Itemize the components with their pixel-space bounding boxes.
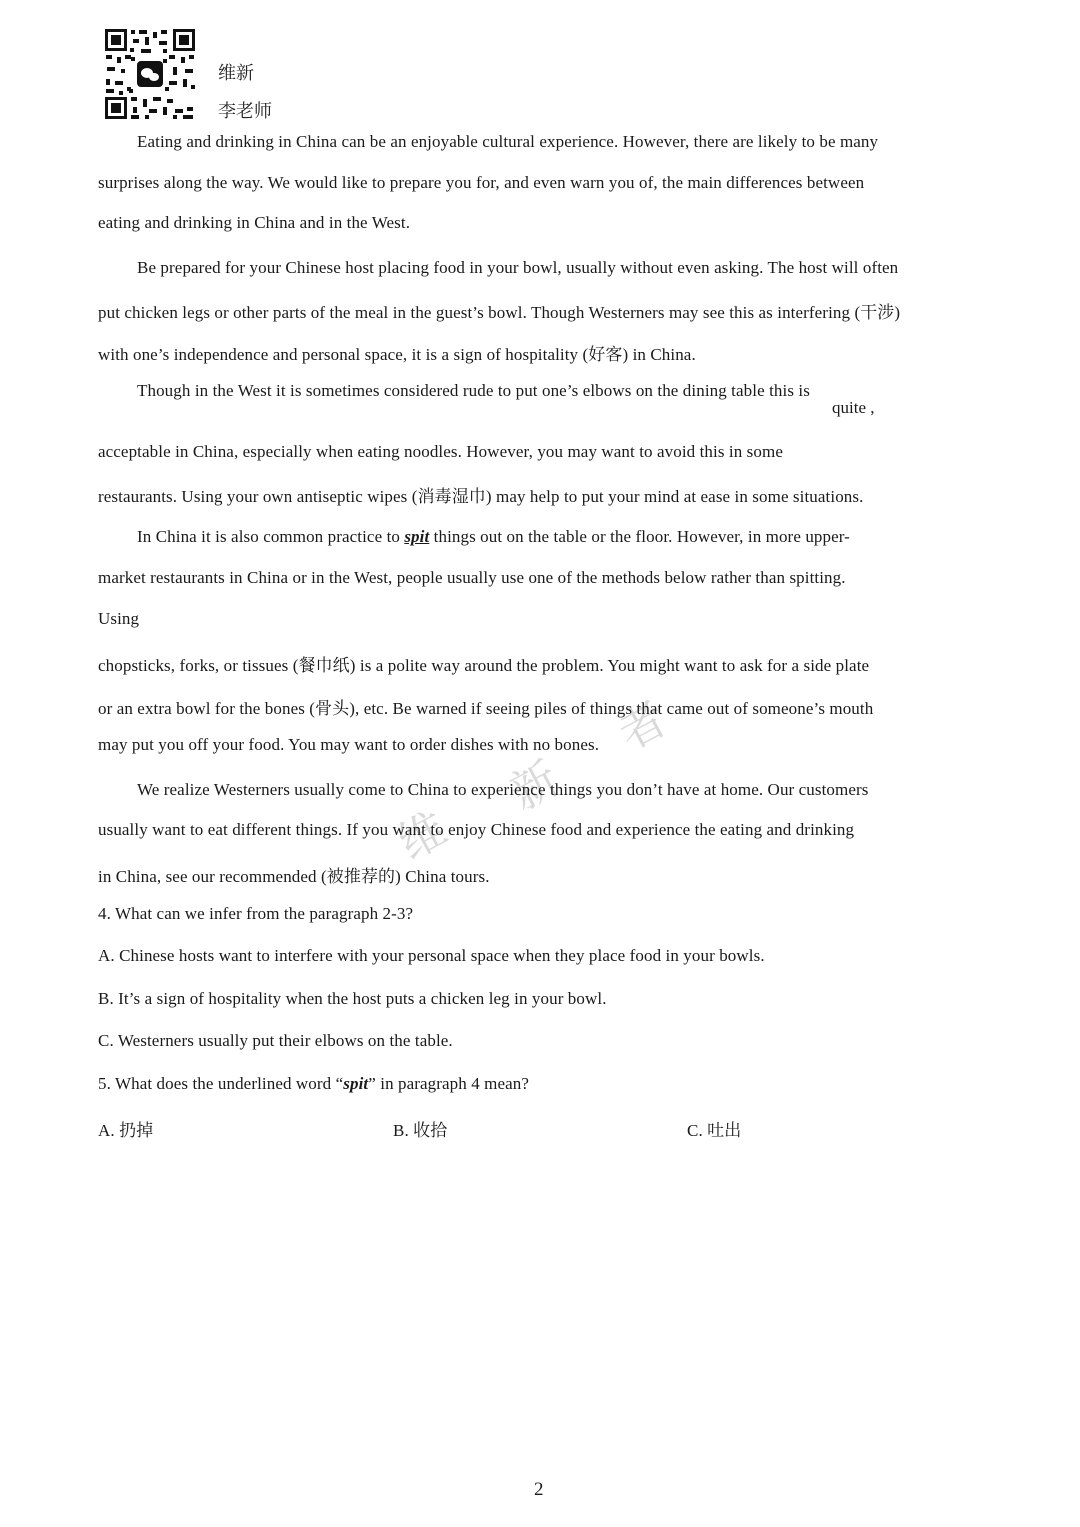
qr-code-image [103,27,197,121]
underlined-word-spit: spit [404,527,430,546]
paragraph-4-line-2: market restaurants in China or in the West, people usually use one of the methods below rather than spitting. [98,568,846,587]
question-5-option-b: B. 收拾 [393,1121,448,1140]
paragraph-2-line-3: with one’s independence and personal space, it is a sign of hospitality (好客) in China. [98,345,696,364]
question-5-option-a: A. 扔掉 [98,1121,154,1140]
question-4: 4. What can we infer from the paragraph 2-3? [98,904,414,923]
paragraph-5-line-2: usually want to eat different things. If you want to enjoy Chinese food and experience the eating and drinking [98,820,855,839]
question-5-option-c: C. 吐出 [687,1121,742,1140]
question-4-option-a: A. Chinese hosts want to interfere with your personal space when they place food in your bowls. [98,946,765,965]
paragraph-4-text: things out on the table or the floor. However, in more upper- [429,527,850,546]
brand-name: 维新 [218,63,254,84]
paragraph-2-line-1: Be prepared for your Chinese host placing food in your bowl, usually without even asking. The host will often [137,258,899,277]
question-5-text: 5. What does the underlined word “ [98,1074,344,1093]
paragraph-3-inserted-word: quite , [832,398,875,417]
paragraph-4-text: In China it is also common practice to [137,527,405,546]
paragraph-1-line-2: surprises along the way. We would like to prepare you for, and even warn you of, the main differences between [98,173,865,192]
question-5-text: ” in paragraph 4 mean? [368,1074,530,1093]
paragraph-5-line-3: in China, see our recommended (被推荐的) China tours. [98,867,490,886]
brand-teacher: 李老师 [218,101,272,122]
question-5 [98,1074,529,1094]
paragraph-3-line-1: Though in the West it is sometimes considered rude to put one’s elbows on the dining table this is [137,381,810,400]
question-4-option-b: B. It’s a sign of hospitality when the host puts a chicken leg in your bowl. [98,989,607,1008]
watermark-char: 新 [501,751,568,821]
paragraph-5-line-1: We realize Westerners usually come to China to experience things you don’t have at home. Our customers [137,780,869,799]
question-4-option-c: C. Westerners usually put their elbows on the table. [98,1031,453,1050]
page-number: 2 [534,1479,544,1500]
watermark-char: 者 [609,691,676,761]
paragraph-4-line-5: or an extra bowl for the bones (骨头), etc. Be warned if seeing piles of things that came out of someone’s mouth [98,699,874,718]
watermark-char: 维 [389,801,456,871]
paragraph-2-line-2: put chicken legs or other parts of the meal in the guest’s bowl. Though Westerners may see this as interfering (干涉) [98,303,901,322]
paragraph-1-line-1: Eating and drinking in China can be an enjoyable cultural experience. However, there are likely to be many [137,132,879,151]
paragraph-4-line-4: chopsticks, forks, or tissues (餐巾纸) is a polite way around the problem. You might want to ask for a side plate [98,656,870,675]
paragraph-3-line-3: restaurants. Using your own antiseptic wipes (消毒湿巾) may help to put your mind at ease in some situations. [98,487,864,506]
paragraph-4-line-3: Using [98,609,140,628]
paragraph-3-line-2: acceptable in China, especially when eating noodles. However, you may want to avoid this in some [98,442,783,461]
paragraph-1-line-3: eating and drinking in China and in the West. [98,213,411,232]
question-5-keyword: spit [343,1074,369,1093]
paragraph-4-line-1 [137,527,850,547]
paragraph-4-line-6: may put you off your food. You may want to order dishes with no bones. [98,735,600,754]
